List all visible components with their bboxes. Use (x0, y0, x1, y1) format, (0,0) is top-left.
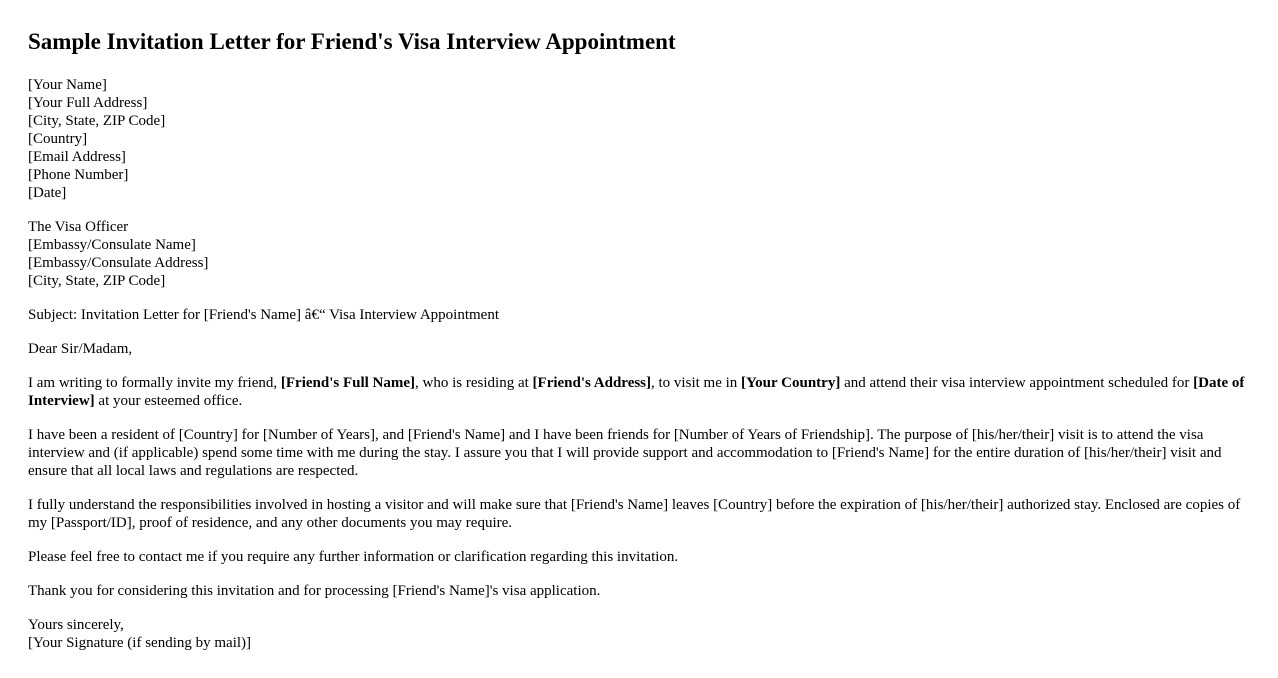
sender-city-state-zip: [City, State, ZIP Code] (28, 113, 166, 129)
para1-text-2: , who is residing at (415, 375, 533, 391)
letter-page (0, 28, 1278, 652)
sender-country: [Country] (28, 131, 88, 147)
sender-address-block (28, 76, 1250, 202)
closing-phrase: Yours sincerely, (28, 617, 124, 633)
interview-date-placeholder: [Date of Interview] (28, 375, 1245, 409)
body-paragraph-4: Please feel free to contact me if you require any further information or clarification regarding this invitation. (28, 549, 679, 565)
subject-line: Subject: Invitation Letter for [Friend's Name] â€“ Visa Interview Appointment (28, 307, 499, 323)
body-paragraph-2: I have been a resident of [Country] for [Number of Years], and [Friend's Name] and I have been friends for [Number of Years of Friendship]. The purpose of [his/her/their] visit is to attend the visa interview and (if applicable) spend some time with me during the stay. I assure you that I will provide support and accommodation to [Friend's Name] for the entire duration of [his/her/their] visit and ensure that all local laws and regulations are respected. (28, 427, 1222, 479)
recipient-address-block (28, 218, 1250, 290)
page-title: Sample Invitation Letter for Friend's Visa Interview Appointment (28, 29, 676, 54)
body-paragraph-1 (28, 374, 1250, 410)
body-paragraph-3: I fully understand the responsibilities involved in hosting a visitor and will make sure that [Friend's Name] leaves [Country] before the expiration of [his/her/their] authorized stay. Enclosed are copies of my [Passport/ID], proof of residence, and any other documents you may require. (28, 497, 1241, 531)
para1-text-5: at your esteemed office. (94, 393, 243, 409)
friend-address-placeholder: [Friend's Address] (532, 375, 652, 391)
recipient-city-state-zip: [City, State, ZIP Code] (28, 273, 166, 289)
sender-email: [Email Address] (28, 149, 126, 165)
your-country-placeholder: [Your Country] (741, 375, 841, 391)
recipient-embassy-address: [Embassy/Consulate Address] (28, 255, 209, 271)
salutation: Dear Sir/Madam, (28, 341, 133, 357)
recipient-embassy-name: [Embassy/Consulate Name] (28, 237, 196, 253)
closing-block (28, 616, 1250, 652)
body-paragraph-5: Thank you for considering this invitation and for processing [Friend's Name]'s visa application. (28, 583, 601, 599)
sender-phone: [Phone Number] (28, 167, 129, 183)
para1-text-4: and attend their visa interview appointment scheduled for (840, 375, 1194, 391)
signature-placeholder: [Your Signature (if sending by mail)] (28, 635, 252, 651)
para1-text-3: , to visit me in (651, 375, 742, 391)
friend-full-name-placeholder: [Friend's Full Name] (280, 375, 416, 391)
letter-date: [Date] (28, 185, 67, 201)
sender-full-address: [Your Full Address] (28, 95, 148, 111)
para1-text-1: I am writing to formally invite my friend, (28, 375, 281, 391)
sender-name: [Your Name] (28, 77, 107, 93)
recipient-title: The Visa Officer (28, 219, 129, 235)
